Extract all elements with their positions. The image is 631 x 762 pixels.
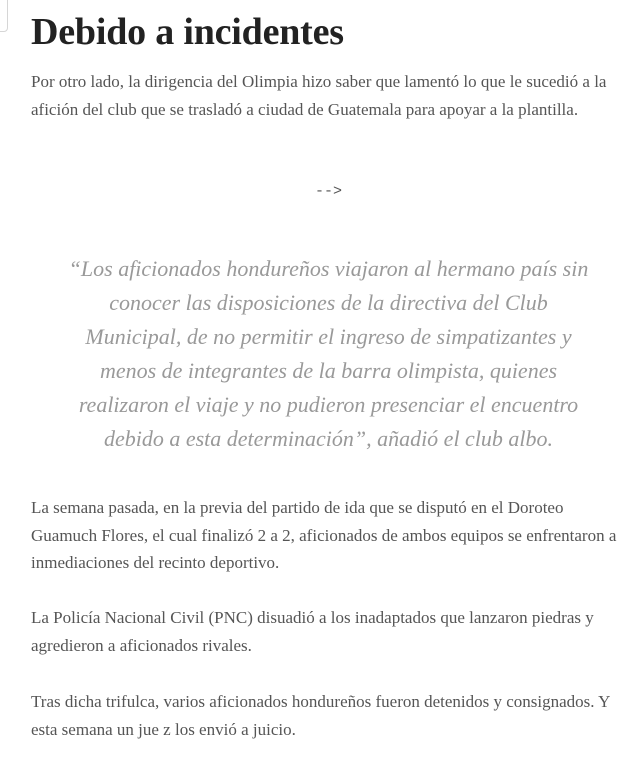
paragraph-police: La Policía Nacional Civil (PNC) disuadió a los inadaptados que lanzaron piedras y agredieron a aficionados rivales. <box>31 608 594 655</box>
paragraph-previous-match: La semana pasada, en la previa del partido de ida que se disputó en el Doroteo Guamuch Flores, el cual finalizó 2 a 2, aficionados de ambos equipos se enfrentaron a inmediaciones del recinto deportivo. <box>31 498 617 572</box>
section-heading: Debido a incidentes <box>31 11 344 53</box>
left-edge-widget <box>0 0 8 32</box>
pull-quote: “Los aficionados hondureños viajaron al hermano país sin conocer las disposiciones de la directiva del Club Municipal, de no permitir el ingreso de simpatizantes y menos de integrantes de la barra olimpista, quienes realizaron el viaje y no pudieron presenciar el encuentro debido a esta determinación”, añadió el club albo. <box>68 256 589 451</box>
paragraph-detained-fans: Tras dicha trifulca, varios aficionados hondureños fueron detenidos y consignados. Y esta semana un jue z los envió a juicio. <box>31 692 610 739</box>
stray-html-comment-marker: --> <box>314 183 342 200</box>
paragraph-olimpia-statement: Por otro lado, la dirigencia del Olimpia hizo saber que lamentó lo que le sucedió a la afición del club que se trasladó a ciudad de Guatemala para apoyar a la plantilla. <box>31 72 607 119</box>
